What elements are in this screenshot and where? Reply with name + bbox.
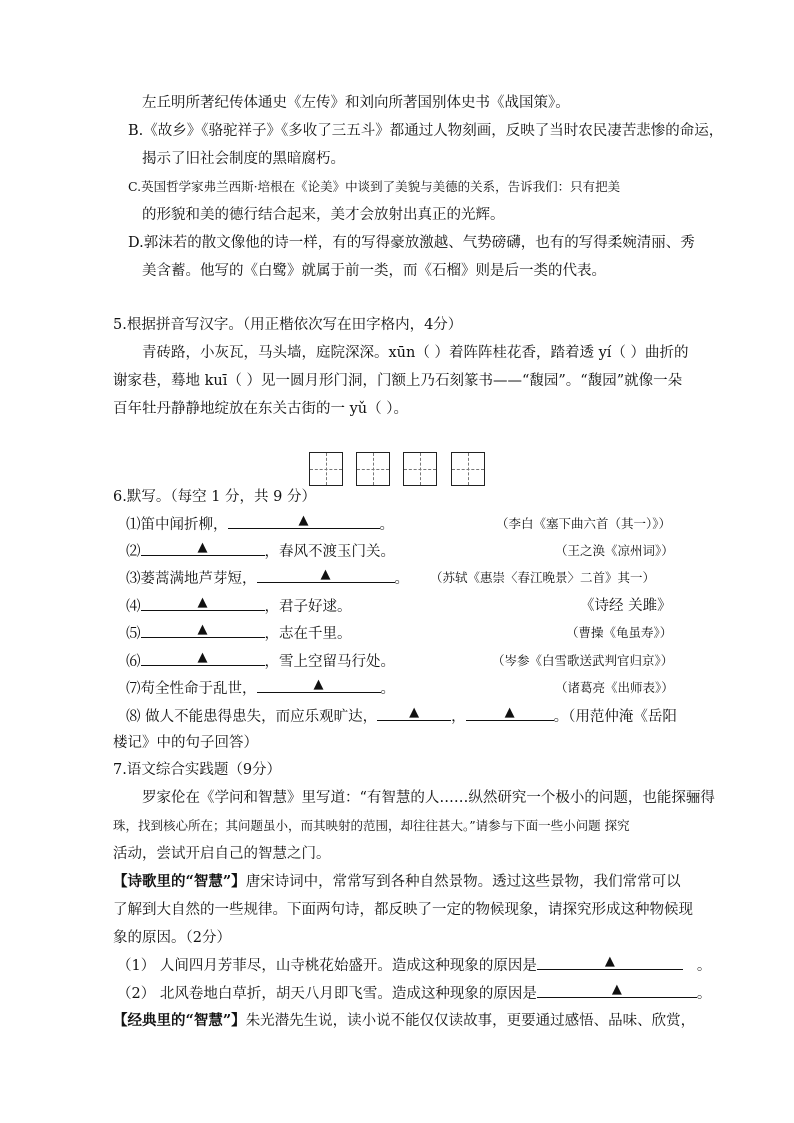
q4-option-c-line2: 的形貌和美的德行结合起来，美才会放射出真正的光辉。 xyxy=(142,207,505,223)
tianzige-box-2[interactable] xyxy=(356,452,390,486)
q7-question-2 xyxy=(117,983,711,1004)
q5-title: 5.根据拼音写汉字。（用正楷依次写在田字格内，4分） xyxy=(113,317,463,333)
item-number: ⑸ xyxy=(126,626,141,642)
q6-item-1 xyxy=(126,514,394,535)
q7-intro-line1: 罗家伦在《学问和智慧》里写道：“有智慧的人……纵然研究一个极小的问题，也能探骊得 xyxy=(142,790,715,806)
item-number: ⑷ xyxy=(126,599,141,615)
q6-item-4 xyxy=(126,596,352,617)
q6-item-7-source: （诸葛亮《出师表》） xyxy=(555,680,674,695)
q6-item-3-source: （苏轼《惠崇〈春江晚景〉二首》其一） xyxy=(430,570,656,585)
answer-blank[interactable] xyxy=(537,983,697,998)
section-heading: 【诗歌里的“智慧”】 xyxy=(113,873,246,890)
q7-section1-line2: 了解到大自然的一些规律。下面两句诗，都反映了一定的物候现象，请探究形成这种物候现 xyxy=(113,902,693,918)
answer-blank[interactable] xyxy=(377,706,451,721)
q6-item-3 xyxy=(126,568,409,589)
q6-item-2 xyxy=(126,541,395,562)
item-number: ⑺ xyxy=(126,681,141,697)
item-number: ⑴ xyxy=(126,517,141,533)
item-number: ⑹ xyxy=(126,654,141,670)
question-text: （1） 人间四月芳菲尽，山寺桃花始盛开。造成这种现象的原因是 xyxy=(117,958,537,974)
q6-item-5-source: （曹操《龟虽寿》） xyxy=(566,625,673,640)
item-number: ⑶ xyxy=(126,571,141,587)
answer-blank[interactable] xyxy=(141,651,265,666)
tianzige-box-1[interactable] xyxy=(309,452,343,486)
triangle-marker-icon: ▲ xyxy=(197,540,208,555)
answer-blank[interactable] xyxy=(141,541,265,556)
q4-option-c-line1: C.英国哲学家弗兰西斯·培根在《论美》中谈到了美貌与美德的关系，告诉我们：只有把美 xyxy=(128,179,621,194)
triangle-marker-icon: ▲ xyxy=(197,595,208,610)
item-suffix: 。 xyxy=(394,571,409,587)
item-prefix: 笛中闻折柳， xyxy=(140,517,228,533)
q7-section1-line1 xyxy=(113,872,681,892)
item-suffix: 。 xyxy=(380,681,395,697)
item-suffix: 。 xyxy=(379,517,394,533)
q6-item-7 xyxy=(126,678,395,699)
triangle-marker-icon: ▲ xyxy=(313,677,324,692)
question-end: 。 xyxy=(696,958,712,974)
q6-item-6-source: （岑参《白雪歌送武判官归京》） xyxy=(492,653,674,668)
q7-intro-line2: 珠，找到核心所在；其问题虽小，而其映射的范围，却往往甚大。”请参与下面一些小问题 探究 xyxy=(113,818,630,833)
answer-blank[interactable] xyxy=(228,514,380,529)
triangle-marker-icon: ▲ xyxy=(504,705,515,720)
answer-blank[interactable] xyxy=(141,596,265,611)
triangle-marker-icon: ▲ xyxy=(604,954,615,969)
question-end: 。 xyxy=(696,986,712,1002)
q5-passage-line3: 百年牡丹静静地绽放在东关古街的一 yǔ（ ）。 xyxy=(113,401,408,417)
q4-option-d-line2: 美含蓄。他写的《白鹭》就属于前一类，而《石榴》则是后一类的代表。 xyxy=(142,263,606,279)
q6-item-4-source: 《诗经 关雎》 xyxy=(580,598,672,614)
section-heading: 【经典里的“智慧”】 xyxy=(113,1012,246,1029)
tianzige-box-4[interactable] xyxy=(451,452,485,486)
q7-section1-line3: 象的原因。（2分） xyxy=(113,930,231,946)
q5-passage-line2: 谢家巷，蓦地 kuī（ ）见一圆月形门洞，门额上乃石刻篆书——“馥园”。“馥园”就像一朵 xyxy=(113,373,683,389)
triangle-marker-icon: ▲ xyxy=(611,982,622,997)
item-suffix: ，君子好逑。 xyxy=(264,599,352,615)
q6-item-2-source: （王之涣《凉州词》） xyxy=(555,543,674,558)
triangle-marker-icon: ▲ xyxy=(298,513,309,528)
item-suffix: ，春风不渡玉门关。 xyxy=(264,544,395,560)
q7-title: 7.语文综合实践题（9分） xyxy=(113,762,282,778)
item-suffix: ，志在千里。 xyxy=(264,626,352,642)
q6-item-1-source: （李白《塞下曲六首（其一）》） xyxy=(496,516,672,531)
answer-blank[interactable] xyxy=(141,623,265,638)
q7-section2-line1 xyxy=(113,1011,695,1031)
q4-option-b-line1: B.《故乡》《骆驼祥子》《多收了三五斗》都通过人物刻画，反映了当时农民凄苦悲惨的命运， xyxy=(128,123,724,139)
item-number: ⑵ xyxy=(126,544,141,560)
answer-blank[interactable] xyxy=(537,955,683,970)
q4-option-d-line1: D.郭沫若的散文像他的诗一样，有的写得豪放激越、气势磅礴，也有的写得柔婉清丽、秀 xyxy=(128,235,695,251)
item-prefix: 蒌蒿满地芦芽短， xyxy=(140,571,257,587)
tianzige-box-3[interactable] xyxy=(403,452,437,486)
item-prefix: ⑻ 做人不能患得患失，而应乐观旷达， xyxy=(126,709,378,725)
section-text: 朱光潜先生说，读小说不能仅仅读故事，更要通过感悟、品味、欣赏， xyxy=(245,1013,696,1029)
item-suffix: 。（用范仲淹《岳阳 xyxy=(553,709,677,725)
item-separator: ， xyxy=(451,709,466,725)
q6-item-6 xyxy=(126,651,395,672)
q5-passage-line1: 青砖路，小灰瓦，马头墙，庭院深深。xūn（ ）着阵阵桂花香，踏着透 yí（ ）曲折的 xyxy=(142,345,689,361)
triangle-marker-icon: ▲ xyxy=(320,567,331,582)
q4-option-b-line2: 揭示了旧社会制度的黑暗腐朽。 xyxy=(142,151,345,167)
item-prefix: 苟全性命于乱世， xyxy=(140,681,257,697)
q4-option-a-continuation: 左丘明所著纪传体通史《左传》和刘向所著国别体史书《战国策》。 xyxy=(142,95,570,111)
q6-item-8-line2: 楼记》中的句子回答） xyxy=(113,735,258,751)
q7-intro-line3: 活动，尝试开启自己的智慧之门。 xyxy=(113,846,331,862)
q6-item-8 xyxy=(126,706,677,727)
question-text: （2） 北风卷地白草折，胡天八月即飞雪。造成这种现象的原因是 xyxy=(117,986,537,1002)
q6-title: 6.默写。（每空 1 分，共 9 分） xyxy=(113,489,316,505)
triangle-marker-icon: ▲ xyxy=(197,622,208,637)
triangle-marker-icon: ▲ xyxy=(409,705,420,720)
item-suffix: ，雪上空留马行处。 xyxy=(264,654,395,670)
answer-blank[interactable] xyxy=(466,706,554,721)
answer-blank[interactable] xyxy=(257,568,395,583)
answer-blank[interactable] xyxy=(257,678,381,693)
q7-question-1 xyxy=(117,955,711,976)
section-text: 唐宋诗词中，常常写到各种自然景物。透过这些景物，我们常常可以 xyxy=(245,874,681,890)
triangle-marker-icon: ▲ xyxy=(197,650,208,665)
q6-item-5 xyxy=(126,623,352,644)
